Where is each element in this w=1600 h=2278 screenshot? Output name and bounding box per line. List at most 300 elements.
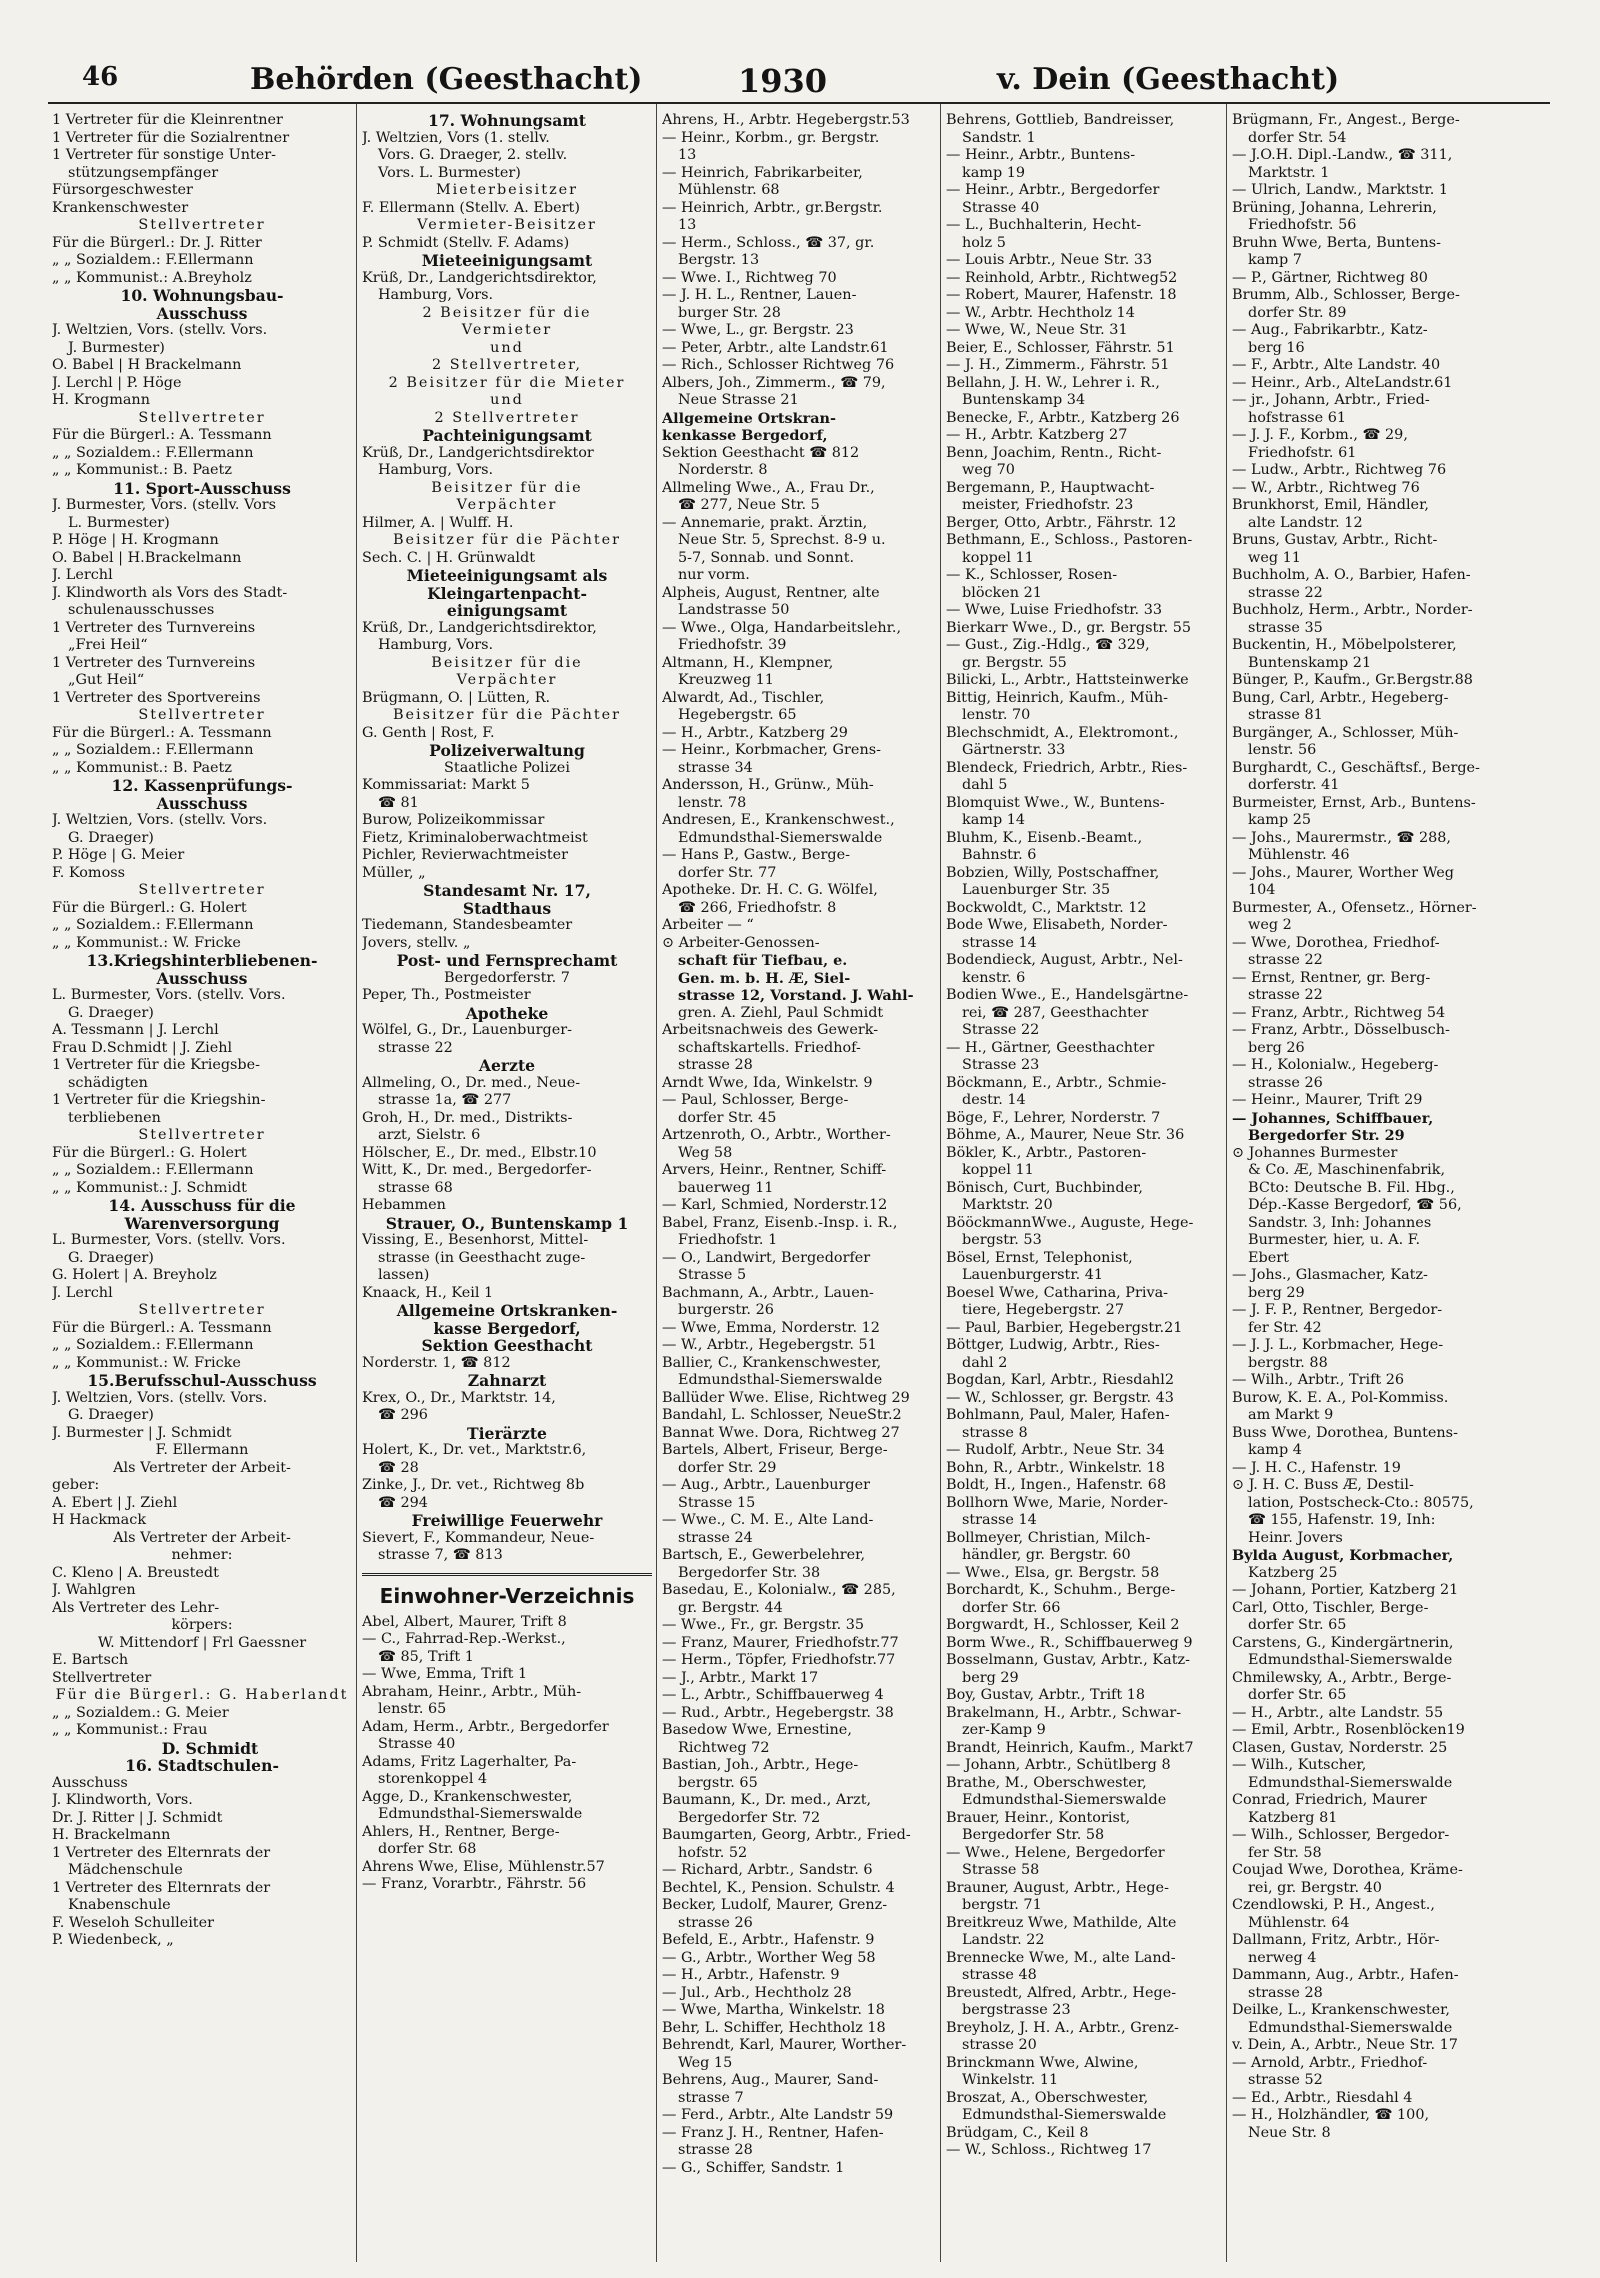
entry-line: Behrens, Aug., Maurer, Sand-	[662, 2072, 879, 2088]
entry-line: F. Weseloh Schulleiter	[52, 1914, 214, 1931]
entry-line: Pichler, Revierwachtmeister	[362, 847, 568, 863]
entry-line: J. Weltzien, Vors. (stellv. Vors.	[52, 812, 268, 828]
entry-line: Sandstr. 3, Inh: Johannes	[1248, 1214, 1432, 1231]
entry-line: Bergemann, P., Hauptwacht-	[946, 479, 1155, 496]
company-entry: Allgemeine Ortskran-	[662, 409, 836, 427]
entry-line: Basedau, E., Kolonialw., ☎ 285,	[662, 1582, 896, 1598]
entry-line: strasse 26	[678, 1914, 753, 1931]
entry-line: Brauer, Heinr., Kontorist,	[946, 1809, 1131, 1826]
column-2	[362, 112, 652, 2262]
entry-line: Brinckmann Wwe, Alwine,	[946, 2054, 1139, 2071]
entry-line: Bökler, K., Arbtr., Pastoren-	[946, 1144, 1147, 1161]
entry-line: — Wwe., Olga, Handarbeitslehr.,	[662, 619, 902, 636]
page-header	[0, 62, 1600, 102]
entry-line: A. Tessmann | J. Lerchl	[52, 1022, 219, 1038]
entry-line: — Johs., Glasmacher, Katz-	[1232, 1267, 1428, 1283]
column-divider	[656, 104, 657, 2262]
entry-line: — J. F. P., Rentner, Bergedor-	[1232, 1302, 1443, 1318]
entry-line: Strasse 22	[962, 1022, 1040, 1038]
entry-line: hofstr. 52	[678, 1844, 748, 1861]
entry-line: Sektion Geesthacht ☎ 812	[662, 444, 860, 461]
company-entry: schaft für Tiefbau, e.	[678, 952, 848, 969]
entry-line: — H., Arbtr. Katzberg 27	[946, 427, 1128, 443]
entry-line: O. Babel | H.Brackelmann	[52, 549, 242, 566]
section-heading: Post- und Fernsprechamt	[396, 952, 618, 970]
entry-line: BööckmannWwe., Auguste, Hege-	[946, 1214, 1194, 1231]
company-entry: Bergedorfer Str. 29	[1248, 1127, 1405, 1144]
entry-line: — Wwe, Dorothea, Friedhof-	[1232, 934, 1440, 951]
company-entry: — Johannes, Schiffbauer,	[1232, 1109, 1434, 1127]
entry-line: weg 2	[1248, 917, 1292, 933]
entry-line: Altmann, H., Klempner,	[662, 654, 834, 671]
entry-line: Böhme, A., Maurer, Neue Str. 36	[946, 1127, 1185, 1143]
section-heading: Aerzte	[478, 1057, 536, 1075]
entry-line: Neue Strasse 21	[678, 392, 799, 408]
subheading: Stellvertreter	[138, 707, 266, 723]
entry-line: weg 70	[962, 462, 1015, 478]
entry-line: — W., Arbtr., Richtweg 76	[1232, 479, 1420, 496]
entry-line: Strasse 40	[962, 199, 1040, 216]
entry-line: gr. Bergstr. 55	[962, 654, 1067, 671]
entry-line: Arvers, Heinr., Rentner, Schiff-	[662, 1162, 887, 1178]
entry-line: Bartsch, E., Gewerbelehrer,	[662, 1547, 866, 1563]
entry-line: Dép.-Kasse Bergedorf, ☎ 56,	[1248, 1197, 1462, 1213]
entry-line: „ „ Kommunist.: Frau	[52, 1722, 208, 1738]
column-divider	[940, 104, 941, 2262]
entry-line: — Johs., Maurermstr., ☎ 288,	[1232, 829, 1452, 846]
entry-line: C. Kleno | A. Breustedt	[52, 1564, 219, 1581]
entry-line: — Heinr., Maurer, Trift 29	[1232, 1092, 1423, 1108]
entry-line: Dr. J. Ritter | J. Schmidt	[52, 1809, 223, 1826]
entry-line: Für die Bürgerl.: A. Tessmann	[52, 427, 272, 443]
entry-line: — Arnold, Arbtr., Friedhof-	[1232, 2054, 1428, 2071]
section-heading: kasse Bergedorf,	[433, 1319, 581, 1337]
entry-line: ☎ 85, Trift 1	[378, 1648, 474, 1665]
entry-line: Bockwoldt, C., Marktstr. 12	[946, 899, 1147, 916]
entry-line: Carstens, G., Kindergärtnerin,	[1232, 1634, 1454, 1651]
entry-line: Adams, Fritz Lagerhalter, Pa-	[362, 1753, 577, 1770]
entry-line: burger Str. 28	[678, 304, 781, 321]
entry-line: „ „ Kommunist.: J. Schmidt	[52, 1179, 247, 1196]
entry-line: Für die Bürgerl.: A. Tessmann	[52, 1319, 272, 1336]
subheading: Vermieter-Beisitzer	[417, 217, 597, 233]
entry-line: Babel, Franz, Eisenb.-Insp. i. R.,	[662, 1214, 898, 1231]
subheading: Stellvertreter	[138, 1127, 266, 1143]
entry-line: Bethmann, E., Schloss., Pastoren-	[946, 532, 1193, 548]
entry-line: — Peter, Arbtr., alte Landstr.61	[662, 339, 889, 356]
entry-line: Burmester, A., Ofensetz., Hörner-	[1232, 899, 1477, 916]
entry-line: Für die Bürgerl.: Dr. J. Ritter	[52, 234, 262, 251]
entry-line: — Wwe. I., Richtweg 70	[662, 269, 837, 286]
entry-line: Edmundsthal-Siemerswalde	[962, 2107, 1167, 2123]
entry-line: dorfer Str. 68	[378, 1841, 477, 1857]
entry-line: Ahlers, H., Rentner, Berge-	[362, 1823, 560, 1840]
entry-line: strasse 68	[378, 1179, 453, 1196]
entry-line: Buchholm, A. O., Barbier, Hafen-	[1232, 567, 1471, 583]
entry-line: L. Burmester, Vors. (stellv. Vors.	[52, 987, 286, 1003]
entry-line: Breustedt, Alfred, Arbtr., Hege-	[946, 1984, 1177, 2001]
entry-line: — Paul, Schlosser, Berge-	[662, 1092, 849, 1108]
entry-line: Baumann, K., Dr. med., Arzt,	[662, 1792, 872, 1808]
entry-line: — Ludw., Arbtr., Richtweg 76	[1232, 462, 1447, 478]
entry-line: „ „ Sozialdem.: F.Ellermann	[52, 252, 254, 268]
entry-line: P. Höge | G. Meier	[52, 847, 185, 863]
entry-line: Czendlowski, P. H., Angest.,	[1232, 1897, 1435, 1913]
entry-line: Buntenskamp 34	[962, 392, 1086, 408]
entry-line: „ „ Kommunist.: W. Fricke	[52, 934, 241, 951]
entry-line: strasse 8	[962, 1424, 1028, 1441]
entry-line: Breitkreuz Wwe, Mathilde, Alte	[946, 1914, 1177, 1931]
subheading: W. Mittendorf | Frl Gaessner	[97, 1634, 307, 1651]
entry-line: dahl 2	[962, 1354, 1008, 1371]
entry-line: Frau D.Schmidt | J. Ziehl	[52, 1039, 233, 1056]
entry-line: Bohn, R., Arbtr., Winkelstr. 18	[946, 1459, 1165, 1476]
entry-line: Hamburg, Vors.	[378, 637, 494, 653]
entry-line: geber:	[52, 1477, 100, 1493]
entry-line: E. Bartsch	[52, 1652, 129, 1668]
entry-line: Arbeitsnachweis des Gewerk-	[662, 1022, 879, 1038]
entry-line: — Aug., Fabrikarbtr., Katz-	[1232, 322, 1428, 338]
entry-line: J. Weltzien, Vors. (stellv. Vors.	[52, 322, 268, 338]
entry-line: Strasse 40	[378, 1736, 456, 1752]
entry-line: — Herm., Schloss., ☎ 37, gr.	[662, 234, 875, 251]
subheading: Stellvertreter	[138, 217, 266, 233]
entry-line: — Jul., Arb., Hechtholz 28	[662, 1984, 852, 2001]
entry-line: 1 Vertreter des Elternrats der	[52, 1879, 271, 1896]
subheading: Bergedorferstr. 7	[444, 969, 570, 986]
entry-line: G. Holert | A. Breyholz	[52, 1267, 217, 1283]
entry-line: Bechtel, K., Pension. Schulstr. 4	[662, 1879, 895, 1896]
entry-line: Coujad Wwe, Dorothea, Kräme-	[1232, 1862, 1463, 1878]
entry-line: v. Dein, A., Arbtr., Neue Str. 17	[1232, 2037, 1458, 2053]
header-year: 1930	[738, 62, 828, 100]
entry-line: — Wwe., Elsa, gr. Bergstr. 58	[946, 1564, 1160, 1581]
entry-line: „ „ Kommunist.: B. Paetz	[52, 462, 232, 478]
entry-line: Brennecke Wwe, M., alte Land-	[946, 1949, 1176, 1966]
entry-line: Clasen, Gustav, Norderstr. 25	[1232, 1739, 1448, 1756]
entry-line: Hilmer, A. | Wulff. H.	[362, 514, 514, 531]
entry-line: Edmundsthal-Siemerswalde	[378, 1806, 583, 1822]
entry-line: Abraham, Heinr., Arbtr., Müh-	[362, 1683, 582, 1700]
entry-line: strasse 14	[962, 934, 1037, 951]
entry-line: — J. H., Zimmerm., Fährstr. 51	[946, 357, 1170, 373]
entry-line: O. Babel | H Brackelmann	[52, 357, 242, 373]
entry-line: — Heinr., Arbtr., Buntens-	[946, 147, 1136, 163]
entry-line: — Ulrich, Landw., Marktstr. 1	[1232, 182, 1449, 198]
entry-line: Böckmann, E., Arbtr., Schmie-	[946, 1074, 1167, 1091]
entry-line: dorfer Str. 89	[1248, 304, 1347, 321]
entry-line: — L., Buchhalterin, Hecht-	[946, 217, 1142, 233]
entry-line: G. Draeger)	[68, 1407, 154, 1423]
entry-line: nur vorm.	[678, 567, 750, 583]
entry-line: — Johann, Arbtr., Schütlberg 8	[946, 1757, 1171, 1773]
entry-line: lation, Postscheck-Cto.: 80575,	[1248, 1494, 1474, 1511]
entry-line: Krankenschwester	[52, 199, 189, 216]
entry-line: 1 Vertreter für die Kriegshin-	[52, 1092, 266, 1108]
entry-line: Bodien Wwe., E., Handelsgärtne-	[946, 987, 1189, 1003]
entry-line: — W., Schloss., Richtweg 17	[946, 2142, 1152, 2158]
entry-line: Deilke, L., Krankenschwester,	[1232, 2002, 1451, 2018]
section-heading: Mieteeinigungsamt	[421, 252, 593, 270]
entry-line: Marktstr. 20	[962, 1197, 1053, 1213]
entry-line: Mädchenschule	[68, 1862, 183, 1878]
entry-line: J. Burmester | J. Schmidt	[52, 1424, 232, 1441]
entry-line: Groh, H., Dr. med., Distrikts-	[362, 1109, 573, 1126]
entry-line: Bartels, Albert, Friseur, Berge-	[662, 1442, 888, 1458]
entry-line: — Wwe, Martha, Winkelstr. 18	[662, 2002, 885, 2018]
entry-line: — J. H. L., Rentner, Lauen-	[662, 287, 857, 303]
entry-line: lenstr. 70	[962, 707, 1031, 723]
entry-line: Ballier, C., Krankenschwester,	[662, 1354, 882, 1371]
entry-line: Burgänger, A., Schlosser, Müh-	[1232, 724, 1459, 741]
entry-line: — Louis Arbtr., Neue Str. 33	[946, 252, 1153, 268]
entry-line: „Gut Heil“	[68, 672, 145, 688]
entry-line: Strasse 58	[962, 1862, 1040, 1878]
subheading: Als Vertreter der Arbeit-	[113, 1529, 291, 1546]
entry-line: Arndt Wwe, Ida, Winkelstr. 9	[662, 1074, 873, 1091]
entry-line: ☎ 81	[378, 794, 419, 811]
entry-line: berg 26	[1248, 1039, 1305, 1056]
entry-line: „ „ Sozialdem.: F.Ellermann	[52, 1337, 254, 1353]
entry-line: Strasse 15	[678, 1494, 756, 1511]
entry-line: Gärtnerstr. 33	[962, 742, 1066, 758]
section-heading: Warenversorgung	[124, 1214, 280, 1232]
entry-line: 1 Vertreter für sonstige Unter-	[52, 147, 277, 163]
entry-line: Fürsorgeschwester	[52, 182, 193, 198]
entry-line: — Richard, Arbtr., Sandstr. 6	[662, 1862, 873, 1878]
entry-line: Neue Str. 8	[1248, 2124, 1331, 2141]
entry-line: Hamburg, Vors.	[378, 287, 494, 303]
entry-line: — Paul, Barbier, Hegebergstr.21	[946, 1319, 1183, 1336]
entry-line: — O., Landwirt, Bergedorfer	[662, 1249, 871, 1266]
entry-line: Benecke, F., Arbtr., Katzberg 26	[946, 409, 1180, 426]
column-3	[662, 112, 936, 2262]
entry-line: G. Draeger)	[68, 1249, 154, 1266]
section-heading: Sektion Geesthacht	[421, 1337, 593, 1355]
entry-line: „ „ Sozialdem.: F.Ellermann	[52, 444, 254, 461]
entry-line: bergstr. 88	[1248, 1354, 1328, 1371]
entry-line: — Johs., Maurer, Worther Weg	[1232, 864, 1454, 881]
entry-line: — Rud., Arbtr., Hegebergstr. 38	[662, 1704, 894, 1721]
entry-line: — Wilh., Arbtr., Trift 26	[1232, 1372, 1405, 1388]
entry-line: Marktstr. 1	[1248, 164, 1330, 181]
entry-line: schädigten	[68, 1074, 148, 1091]
entry-line: ☎ 28	[378, 1459, 419, 1476]
entry-line: Lauenburgerstr. 41	[962, 1267, 1104, 1283]
entry-line: strasse 22	[1248, 987, 1323, 1003]
entry-line: Bergedorfer Str. 58	[962, 1827, 1105, 1843]
entry-line: — Karl, Schmied, Norderstr.12	[662, 1197, 888, 1213]
entry-line: Adam, Herm., Arbtr., Bergedorfer	[362, 1718, 609, 1735]
entry-line: Blendeck, Friedrich, Arbtr., Ries-	[946, 759, 1188, 776]
entry-line: Fietz, Kriminaloberwachtmeist	[362, 829, 588, 846]
entry-line: Borm Wwe., R., Schiffbauerweg 9	[946, 1634, 1193, 1651]
entry-line: Chmilewsky, A., Arbtr., Berge-	[1232, 1669, 1452, 1686]
entry-line: kamp 4	[1248, 1442, 1302, 1458]
entry-line: Neue Str. 5, Sprechst. 8-9 u.	[678, 532, 886, 548]
entry-line: — Wilh., Schlosser, Bergedor-	[1232, 1827, 1450, 1843]
entry-line: J. Weltzien, Vors. (stellv. Vors.	[52, 1389, 268, 1406]
subheading: Stellvertreter	[138, 1302, 266, 1318]
entry-line: Strasse 5	[678, 1267, 747, 1283]
entry-line: Tiedemann, Standesbeamter	[362, 917, 573, 933]
subheading: Vermieter	[461, 322, 553, 338]
entry-line: Bruhn Wwe, Berta, Buntens-	[1232, 234, 1442, 251]
entry-line: — J. H. C., Hafenstr. 19	[1232, 1459, 1401, 1476]
entry-line: Brüdgam, C., Keil 8	[946, 2124, 1089, 2141]
section-heading: 10. Wohnungsbau-	[120, 287, 284, 305]
entry-line: Vors. L. Burmester)	[378, 164, 521, 181]
entry-line: Krüß, Dr., Landgerichtsdirektor,	[362, 619, 597, 636]
company-entry: Gen. m. b. H. Æ, Siel-	[678, 969, 851, 987]
entry-line: Friedhofstr. 39	[678, 637, 787, 653]
entry-line: Für die Bürgerl.: A. Tessmann	[52, 724, 272, 741]
page-number: 46	[82, 62, 119, 92]
entry-line: — Heinrich, Fabrikarbeiter,	[662, 164, 863, 181]
entry-line: ⊙ J. H. C. Buss Æ, Destil-	[1232, 1477, 1414, 1493]
entry-line: bergstr. 71	[962, 1897, 1042, 1913]
section-heading: Mieteeinigungsamt als	[406, 567, 608, 585]
entry-line: Böttger, Ludwig, Arbtr., Ries-	[946, 1337, 1160, 1353]
entry-line: burgerstr. 26	[678, 1302, 774, 1318]
entry-line: Brunkhorst, Emil, Händler,	[1232, 497, 1429, 513]
entry-line: Bogdan, Karl, Arbtr., Riesdahl2	[946, 1372, 1175, 1388]
entry-line: Burow, Polizeikommissar	[362, 812, 545, 828]
entry-line: zer-Kamp 9	[962, 1722, 1046, 1738]
entry-line: dorfer Str. 66	[962, 1599, 1061, 1616]
entry-line: — J.O.H. Dipl.-Landw., ☎ 311,	[1232, 147, 1453, 163]
entry-line: Kreuzweg 11	[678, 672, 774, 688]
entry-line: J. Burmester, Vors. (stellv. Vors	[52, 497, 277, 513]
section-heading: D. Schmidt	[161, 1739, 259, 1757]
entry-line: — H., Arbtr., alte Landstr. 55	[1232, 1704, 1444, 1721]
entry-line: Norderstr. 1, ☎ 812	[362, 1354, 511, 1371]
entry-line: hofstrasse 61	[1248, 409, 1347, 426]
entry-line: Strasse 23	[962, 1057, 1040, 1073]
entry-line: ☎ 266, Friedhofstr. 8	[678, 899, 837, 916]
entry-line: Ebert	[1248, 1249, 1289, 1266]
entry-line: Allmeling Wwe., A., Frau Dr.,	[662, 479, 875, 496]
entry-line: G. Draeger)	[68, 829, 154, 846]
entry-line: 1 Vertreter des Turnvereins	[52, 619, 256, 636]
entry-line: Bobzien, Willy, Postschaffner,	[946, 864, 1160, 881]
entry-line: — Wwe, L., gr. Bergstr. 23	[662, 322, 854, 338]
entry-line: J. Wahlgren	[52, 1582, 136, 1598]
entry-line: Behrendt, Karl, Maurer, Worther-	[662, 2037, 907, 2053]
entry-line: Albers, Joh., Zimmerm., ☎ 79,	[662, 374, 886, 391]
entry-line: Benn, Joachim, Rentn., Richt-	[946, 444, 1162, 461]
entry-line: Conrad, Friedrich, Maurer	[1232, 1792, 1427, 1808]
entry-line: „ „ Sozialdem.: F.Ellermann	[52, 917, 254, 933]
subheading: Als Vertreter der Arbeit-	[113, 1459, 291, 1476]
entry-line: H. Brackelmann	[52, 1827, 171, 1843]
entry-line: lassen)	[378, 1267, 430, 1283]
entry-line: Blechschmidt, A., Elektromont.,	[946, 724, 1179, 741]
entry-line: — H., Arbtr., Katzberg 29	[662, 724, 848, 741]
entry-line: Artzenroth, O., Arbtr., Worther-	[662, 1127, 891, 1143]
entry-line: kamp 7	[1248, 252, 1302, 268]
entry-line: J. Weltzien, Vors (1. stellv.	[362, 129, 550, 146]
column-5	[1232, 112, 1550, 2262]
entry-line: strasse 22	[378, 1039, 453, 1056]
entry-line: — Rich., Schlosser Richtweg 76	[662, 357, 895, 373]
entry-line: Krüß, Dr., Landgerichtsdirektor	[362, 444, 594, 461]
company-entry: strasse 12, Vorstand. J. Wahl-	[678, 987, 914, 1004]
entry-line: „ „ Kommunist.: A.Breyholz	[52, 269, 252, 286]
entry-line: Friedhofstr. 61	[1248, 444, 1357, 461]
entry-line: Brügmann, Fr., Angest., Berge-	[1232, 112, 1460, 128]
entry-line: Boy, Gustav, Arbtr., Trift 18	[946, 1687, 1146, 1703]
entry-line: Bannat Wwe. Dora, Richtweg 27	[662, 1424, 900, 1441]
entry-line: — G., Arbtr., Worther Weg 58	[662, 1949, 876, 1966]
section-heading: 11. Sport-Ausschuss	[113, 479, 291, 497]
entry-line: Baumgarten, Georg, Arbtr., Fried-	[662, 1827, 911, 1843]
entry-line: Bohlmann, Paul, Maler, Hafen-	[946, 1407, 1170, 1423]
entry-line: & Co. Æ, Maschinenfabrik,	[1248, 1162, 1446, 1178]
entry-line: Bung, Carl, Arbtr., Hegeberg-	[1232, 689, 1449, 706]
entry-line: H. Krogmann	[52, 392, 150, 408]
header-left-title: Behörden (Geesthacht)	[250, 62, 643, 97]
entry-line: strasse (in Geesthacht zuge-	[378, 1249, 586, 1266]
entry-line: Friedhofstr. 1	[678, 1232, 778, 1248]
entry-line: Vors. G. Draeger, 2. stellv.	[378, 147, 568, 163]
entry-line: ⊙ Arbeiter-Genossen-	[662, 934, 820, 951]
entry-line: rei, ☎ 287, Geesthachter	[962, 1004, 1149, 1021]
entry-line: arzt, Sielstr. 6	[378, 1127, 481, 1143]
entry-line: Edmundsthal-Siemerswalde	[1248, 1652, 1453, 1668]
entry-line: „ „ Kommunist.: B. Paetz	[52, 759, 232, 776]
entry-line: Norderstr. 8	[678, 462, 768, 478]
entry-line: Behrens, Gottlieb, Bandreisser,	[946, 112, 1175, 128]
entry-line: — Wwe., Fr., gr. Bergstr. 35	[662, 1617, 865, 1633]
entry-line: Müller, „	[362, 864, 426, 881]
entry-line: Buckentin, H., Möbelpolsterer,	[1232, 637, 1457, 653]
entry-line: ☎ 277, Neue Str. 5	[678, 497, 820, 513]
entry-line: Edmundsthal-Siemerswalde	[1248, 2019, 1453, 2036]
entry-line: Brauner, August, Arbtr., Hege-	[946, 1879, 1169, 1896]
entry-line: Bittig, Heinrich, Kaufm., Müh-	[946, 689, 1169, 706]
entry-line: Brügmann, O. | Lütten, R.	[362, 689, 551, 706]
entry-line: gren. A. Ziehl, Paul Schmidt	[678, 1004, 884, 1021]
entry-line: Hamburg, Vors.	[378, 462, 494, 478]
subheading: 2 Stellvertreter	[434, 409, 580, 426]
entry-line: Brandt, Heinrich, Kaufm., Markt7	[946, 1739, 1194, 1756]
entry-line: — Franz, Arbtr., Richtweg 54	[1232, 1004, 1446, 1021]
subheading: F. Ellermann	[155, 1442, 249, 1458]
entry-line: Böge, F., Lehrer, Norderstr. 7	[946, 1109, 1161, 1126]
entry-line: Friedhofstr. 56	[1248, 217, 1357, 233]
subheading: und	[490, 339, 524, 356]
entry-line: strasse 20	[962, 2037, 1037, 2053]
entry-line: — Heinr., Korbmacher, Grens-	[662, 742, 881, 758]
entry-line: — C., Fahrrad-Rep.-Werkst.,	[362, 1631, 566, 1647]
entry-line: 1 Vertreter des Sportvereins	[52, 689, 261, 706]
entry-line: — Wwe, W., Neue Str. 31	[946, 322, 1128, 338]
entry-line: — L., Arbtr., Schiffbauerweg 4	[662, 1687, 884, 1703]
entry-line: P. Höge | H. Krogmann	[52, 532, 219, 548]
entry-line: Blomquist Wwe., W., Buntens-	[946, 794, 1165, 811]
entry-line: Bandahl, L. Schlosser, NeueStr.2	[662, 1407, 902, 1423]
entry-line: Buntenskamp 21	[1248, 654, 1372, 671]
entry-line: Hölscher, E., Dr. med., Elbstr.10	[362, 1144, 597, 1161]
entry-line: dorfer Str. 54	[1248, 129, 1347, 146]
entry-line: strasse 28	[1248, 1984, 1323, 2001]
entry-line: Hegebergstr. 65	[678, 707, 797, 723]
subheading: Stellvertreter	[138, 409, 266, 426]
entry-line: ☎ 294	[378, 1494, 428, 1511]
entry-line: Krex, O., Dr., Marktstr. 14,	[362, 1389, 556, 1406]
entry-line: Bellahn, J. H. W., Lehrer i. R.,	[946, 374, 1160, 391]
